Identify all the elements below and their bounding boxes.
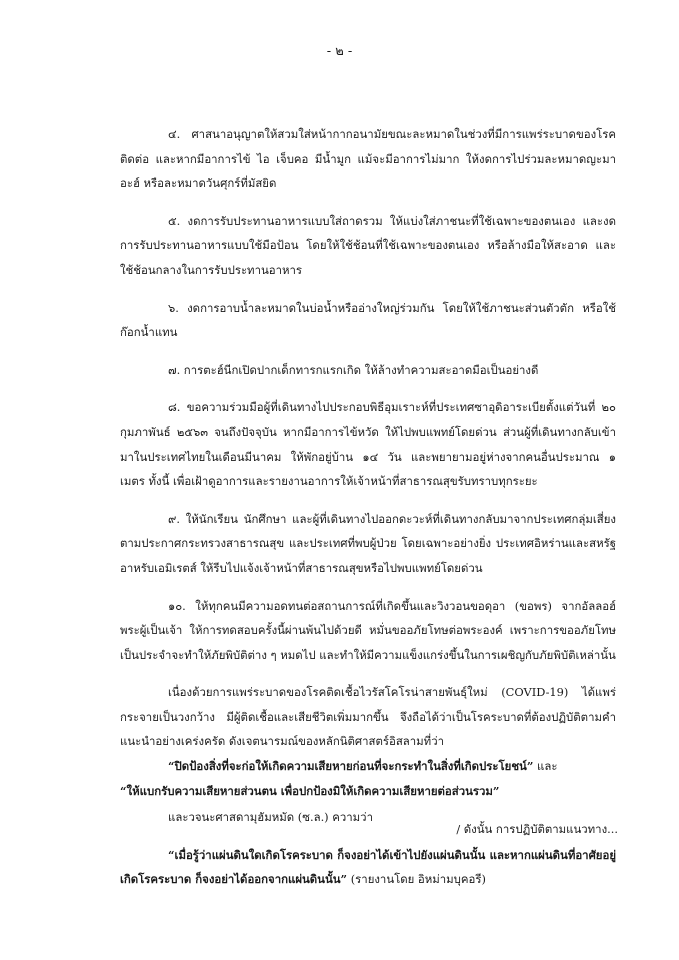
hadith-quote	[120, 843, 616, 892]
intro-paragraph	[120, 680, 616, 754]
item-9: ๙. ให้นักเรียน นักศึกษา และผู้ที่เดินทางไปออกดะวะห์ที่เดินทางกลับมาจากประเทศกลุ่มเสี่ยง ตามประกาศกระทรวงสาธารณสุข และประเทศที่พบผู้ป่วย โดยเฉพาะอย่างยิ่ง ประเทศอิหร่านและสหรัฐอาหรับเอมิเรตส์ ให้รีบไปแจ้งเจ้าหน้าที่สาธารณสุขหรือไปพบแพทย์โดยด่วน	[120, 511, 616, 575]
item-6: ๖. งดการอาบน้ำละหมาดในบ่อน้ำหรืออ่างใหญ่ร่วมกัน โดยให้ใช้ภาชนะส่วนตัวตัก หรือใช้ก๊อกน้ำแทน	[120, 300, 616, 340]
item-8: ๘. ขอความร่วมมือผู้ที่เดินทางไปประกอบพิธีอุมเราะห์ที่ประเทศซาอุดิอาระเบียตั้งแต่วันที่ ๒๐ กุมภาพันธ์ ๒๕๖๓ จนถึงปัจจุบัน หากมีอาการไข้หวัด ให้ไปพบแพทย์โดยด่วน ส่วนผู้ที่เดินทางกลับเข้ามาในประเทศไทยในเดือนมีนาคม ให้พักอยู่บ้าน ๑๔ วัน และพยายามอยู่ห่างจากคนอื่นประมาณ ๑ เมตร ทั้งนี้ เพื่อเฝ้าดูอาการและรายงานอาการให้เจ้าหน้าที่สาธารณสุขรับทราบทุกระยะ	[120, 400, 616, 489]
item-4: ๔. ศาสนาอนุญาตให้สวมใส่หน้ากากอนามัยขณะละหมาดในช่วงที่มีการแพร่ระบาดของโรคติดต่อ และหากมีอาการไข้ ไอ เจ็บคอ มีน้ำมูก แม้จะมีอาการไม่มาก ให้งดการไปร่วมละหมาดญะมาอะฮ์ หรือละหมาดวันศุกร์ที่มัสยิด	[120, 127, 616, 191]
item-5: ๕. งดการรับประทานอาหารแบบใส่ถาดรวม ให้แบ่งใส่ภาชนะที่ใช้เฉพาะของตนเอง และงดการรับประทานอาหารแบบใช้มือป้อน โดยให้ใช้ช้อนที่ใช้เฉพาะของตนเอง หรือล้างมือให้สะอาด และใช้ช้อนกลางในการรับประทานอาหาร	[120, 213, 616, 277]
hadith-text: “เมื่อรู้ว่าแผ่นดินใดเกิดโรคระบาด ก็จงอย่าได้เข้าไปยังแผ่นดินนั้น และหากแผ่นดินที่อาศัยอยู่เกิดโรคระบาด ก็จงอย่าได้ออกจากแผ่นดินนั้น”	[120, 847, 616, 887]
document-body	[120, 122, 616, 894]
item-10: ๑๐. ให้ทุกคนมีความอดทนต่อสถานการณ์ที่เกิดขึ้นและวิงวอนขอดุอา (ขอพร) จากอัลลอฮ์ พระผู้เป็นเจ้า ให้การทดสอบครั้งนี้ผ่านพ้นไปด้วยดี หมั่นขออภัยโทษต่อพระองค์ เพราะการขออภัยโทษเป็นประจำจะทำให้ภัยพิบัติต่าง ๆ หมดไป และทำให้มีความแข็งแกร่งขึ้นในการเผชิญกับภัยพิบัติเหล่านั้น	[120, 598, 616, 662]
item-7: ๗. การตะฮ์นีกเปิดปากเด็กทารกแรกเกิด ให้ล้างทำความสะอาดมือเป็นอย่างดี	[168, 362, 539, 377]
hadith-source: (รายงานโดย อิหม่ามบุคอรี)	[347, 872, 486, 887]
page-number: - ๒ -	[326, 44, 353, 59]
intro-text: เนื่องด้วยการแพร่ระบาดของโรคติดเชื้อไวรัสโคโรน่าสายพันธุ์ใหม่ (COVID-19) ได้แพร่กระจายเป็นวงกว้าง มีผู้ติดเชื้อและเสียชีวิตเพิ่มมากขึ้น จึงถือได้ว่าเป็นโรคระบาดที่ต้องปฏิบัติตามคำแนะนำอย่างเคร่งครัด ดังเจตนารมณ์ของหลักนิติศาสตร์อิสลามที่ว่า	[120, 685, 616, 749]
principle-2: “ให้แบกรับความเสียหายส่วนตน เพื่อปกป้องมิให้เกิดความเสียหายต่อส่วนรวม”	[120, 783, 500, 798]
hadith-intro: และวจนะศาสดามุฮัมหมัด (ซ.ล.) ความว่า	[168, 810, 373, 825]
principle-joiner: และ	[533, 759, 558, 774]
principle-1: “ปิดป้องสิ่งที่จะก่อให้เกิดความเสียหายก่อนที่จะกระทำในสิ่งที่เกิดประโยชน์”	[168, 759, 534, 774]
continuation-marker: / ดังนั้น การปฏิบัติตามแนวทาง...	[456, 822, 618, 836]
legal-principles	[120, 754, 616, 803]
